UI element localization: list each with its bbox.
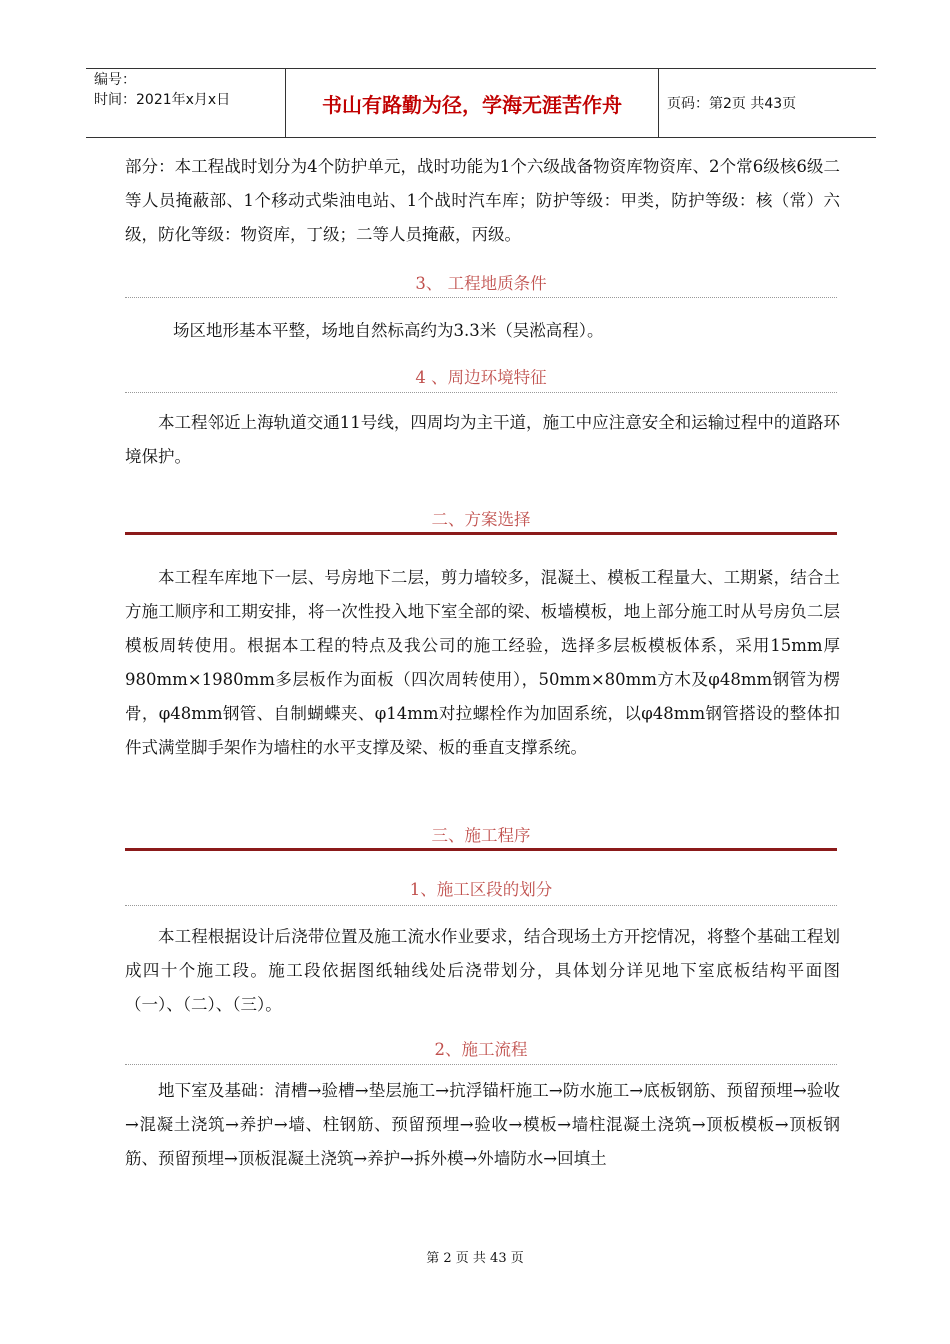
dotted-divider <box>125 905 837 906</box>
page-header <box>86 68 876 138</box>
dotted-divider <box>125 392 837 393</box>
document-time-label: 时间：2021年x月x日 <box>94 92 231 108</box>
header-page-info: 页码：第2页 共43页 <box>667 96 797 112</box>
dotted-divider <box>125 297 837 298</box>
dotted-divider <box>125 1064 837 1065</box>
red-divider <box>125 848 837 851</box>
paragraph-protection-units: 部分：本工程战时划分为4个防护单元，战时功能为1个六级战备物资库物资库、2个常6级核6级二等人员掩蔽部、1个移动式柴油电站、1个战时汽车库；防护等级：甲类，防护等级：核（常）六级，防化等级：物资库，丁级；二等人员掩蔽，丙级。 <box>125 157 840 244</box>
page-footer: 第 2 页 共 43 页 <box>426 1251 524 1266</box>
paragraph-workflow: 地下室及基础：清槽→验槽→垫层施工→抗浮锚杆施工→防水施工→底板钢筋、预留预埋→验收→混凝土浇筑→养护→墙、柱钢筋、预留预埋→验收→模板→墙柱混凝土浇筑→顶板模板→顶板钢筋、预留预埋→顶板混凝土浇筑→养护→拆外模→外墙防水→回填土 <box>125 1081 840 1168</box>
red-divider <box>125 532 837 535</box>
heading-workflow: 2、施工流程 <box>434 1040 528 1059</box>
section-title-scheme: 二、方案选择 <box>431 510 531 529</box>
section-title-procedure: 三、施工程序 <box>431 826 531 845</box>
header-motto: 书山有路勤为径，学海无涯苦作舟 <box>286 69 659 137</box>
heading-zone-division: 1、施工区段的划分 <box>409 880 553 899</box>
paragraph-scheme: 本工程车库地下一层、号房地下二层，剪力墙较多，混凝土、模板工程量大、工期紧，结合土方施工顺序和工期安排，将一次性投入地下室全部的梁、板墙模板，地上部分施工时从号房负二层模板周转使用。根据本工程的特点及我公司的施工经验，选择多层板模板体系，采用15mm厚980mm×1980mm多层板作为面板（四次周转使用），50mm×80mm方木及φ48mm钢管为楞骨，φ48mm钢管、自制蝴蝶夹、φ14mm对拉螺栓作为加固系统，以φ48mm钢管搭设的整体扣件式满堂脚手架作为墙柱的水平支撑及梁、板的垂直支撑系统。 <box>125 568 840 757</box>
paragraph-surroundings: 本工程邻近上海轨道交通11号线，四周均为主干道，施工中应注意安全和运输过程中的道路环境保护。 <box>125 413 840 466</box>
header-meta <box>86 69 286 137</box>
heading-geology: 3、 工程地质条件 <box>415 274 547 293</box>
heading-surroundings: 4 、周边环境特征 <box>415 368 547 387</box>
document-number-label: 编号： <box>94 72 136 88</box>
paragraph-zone-division: 本工程根据设计后浇带位置及施工流水作业要求，结合现场土方开挖情况，将整个基础工程划成四十个施工段。施工段依据图纸轴线处后浇带划分，具体划分详见地下室底板结构平面图（一）、（二）、（三）。 <box>125 927 840 1014</box>
paragraph-site-terrain: 场区地形基本平整，场地自然标高约为3.3米（吴淞高程）。 <box>173 321 604 340</box>
